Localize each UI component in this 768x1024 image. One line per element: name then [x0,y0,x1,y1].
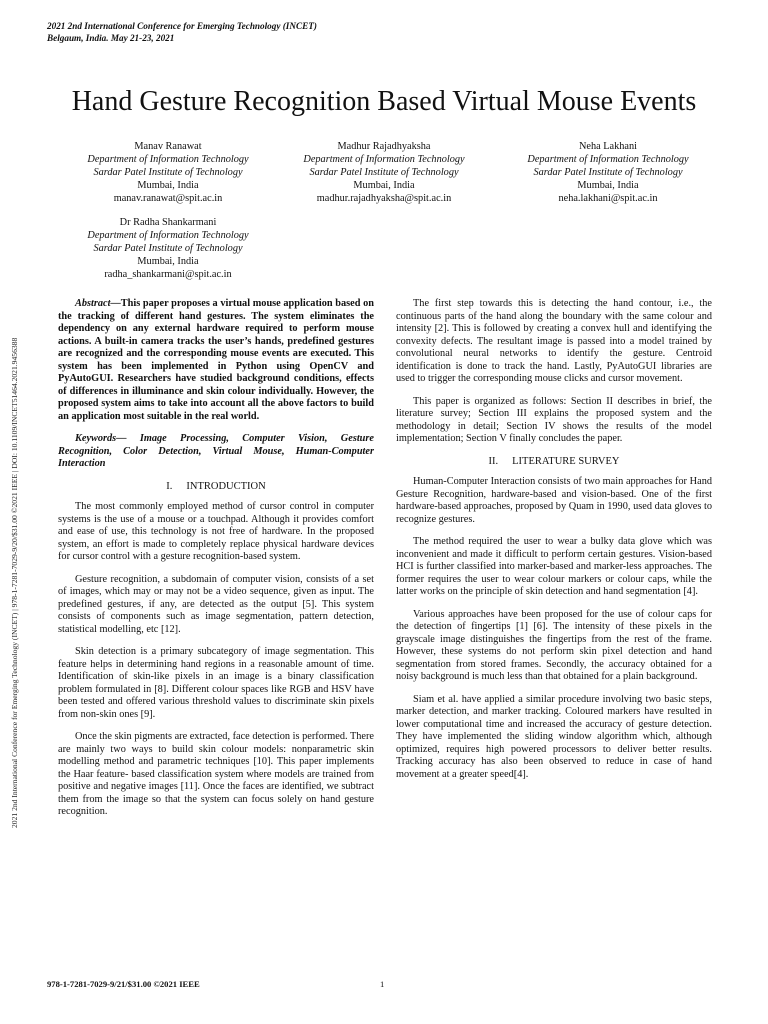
keywords [58,433,374,471]
author-email[interactable]: radha_shankarmani@spit.ac.in [104,269,232,280]
paragraph: Skin detection is a primary subcategory of image segmentation. This feature helps in determining hand regions in a reasonable amount of time. Identification of skin-like pixels in an image is a binary classification problem formulated in [8]. Different colour spaces like RGB and HSV have been tested and offered various threshold values to discriminate skin pixels from non-skin ones [9]. [58,646,374,720]
left-column [58,298,374,829]
author-dept: Department of Information Technology [303,154,465,165]
author-block-4 [48,216,288,281]
author-city: Mumbai, India [137,256,199,267]
author-dept: Department of Information Technology [87,230,249,241]
conference-header [47,20,317,44]
abstract-text: This paper proposes a virtual mouse application based on the tracking of different hand gestures. The system eliminates the dependency on any external hardware required to perform mouse actions. A built-in camera tracks the user’s hands, predefined gestures are recognized and the corresponding mouse events are executed. This system has been implemented in Python using OpenCV and PyAutoGUI. Researchers have studied background conditions, effects of differences in illuminance and skin colour individually. However, the proposed system aims to take into account all the above factors to build an application most suitable in the real world. [58,298,374,422]
author-dept: Department of Information Technology [87,154,249,165]
paragraph: Once the skin pigments are extracted, face detection is performed. There are mainly two ways to build skin colour models: nonparametric skin modelling method and parametric techniques [10]. This paper implements the Haar feature- based classification system where models are trained from positive and negative images [11]. Once the faces are identified, we subtract them from the image so that the system can focus solely on hand gesture recognition. [58,731,374,817]
right-column [396,298,712,791]
abstract-label: Abstract— [75,298,121,309]
author-institute: Sardar Patel Institute of Technology [309,167,459,178]
section-number: I. [166,480,173,492]
conference-location-date: Belgaum, India. May 21-23, 2021 [47,33,175,43]
doi-text: 2021 2nd International Conference for Emerging Technology (INCET) | 978-1-7281-7029-9/20/$31.00 ©2021 IEEE | DOI: 10.1109/INCET51464.2021.9456388 [10,337,19,828]
author-name: Dr Radha Shankarmani [119,217,217,228]
author-block-3 [488,140,728,205]
author-name: Madhur Rajadhyaksha [337,141,431,152]
author-block-1 [48,140,288,205]
abstract [58,298,374,423]
section-number: II. [488,455,499,467]
doi-side-strip [5,198,25,828]
paragraph: The most commonly employed method of cursor control in computer systems is the use of a mouse or a touchpad. Although it provides comfort and ease of use, this technology is not free of hardware. In the proposed system, an effort is made to completely replace physical hardware devices for cursor control with a gesture recognition-based system. [58,501,374,562]
section-title: LITERATURE SURVEY [512,455,620,467]
page-number: 1 [380,979,385,989]
author-city: Mumbai, India [577,180,639,191]
paragraph: Human-Computer Interaction consists of two main approaches for Hand Gesture Recognition, hardware-based and vision-based. One of the first hardware-based approaches, proposed by Quam in 1990, used data gloves to recognize gestures. [396,476,712,525]
author-city: Mumbai, India [137,180,199,191]
paragraph: Siam et al. have applied a similar procedure involving two basic steps, marker detection, and marker tracking. Coloured markers have resulted in lower computational time and increased the accuracy of gesture detection. They have implemented the sliding window algorithm which, although optimized, requires high powered processors to deliver better results. Tracking accuracy has also been observed to reduce in case of hand movement at a greater speed[4]. [396,693,712,780]
paragraph: The method required the user to wear a bulky data glove which was inconvenient and made it difficult to perform certain gestures. Vision-based HCI is further classified into marker-based and marker-less approaches. The former requires the user to wear colour markers or colour caps, while the latter works on the principle of skin detection and hand segmentation [4]. [396,536,712,597]
conference-name: 2021 2nd International Conference for Emerging Technology (INCET) [47,21,317,31]
author-institute: Sardar Patel Institute of Technology [533,167,683,178]
keywords-text: Image Processing, Computer Vision, Gesture Recognition, Color Detection, Virtual Mouse, Human-Computer Interaction [58,433,374,469]
paragraph: This paper is organized as follows: Section II describes in brief, the literature survey; Section III explains the proposed system and the methodology in detail; Section IV shows the results of the model implementation; Section V finally concludes the paper. [396,395,712,444]
author-institute: Sardar Patel Institute of Technology [93,167,243,178]
author-institute: Sardar Patel Institute of Technology [93,243,243,254]
section-heading-introduction [58,481,374,494]
author-block-2 [264,140,504,205]
footer-isbn: 978-1-7281-7029-9/21/$31.00 ©2021 IEEE [47,979,200,989]
author-dept: Department of Information Technology [527,154,689,165]
author-email[interactable]: manav.ranawat@spit.ac.in [113,193,223,204]
author-name: Manav Ranawat [134,141,202,152]
section-heading-literature-survey [396,456,712,469]
paragraph: Various approaches have been proposed for the use of colour caps for the detection of fingertips [1] [6]. The intensity of these pixels in the grayscale image distinguishes the fingertips from the rest of the frame. However, these systems do not perform skin pixel detection and hand segmentation from stored frames. Secondly, the accuracy obtained for a noisy background is much less than that obtained for a plain background. [396,608,712,682]
keywords-label: Keywords— [75,433,140,444]
author-name: Neha Lakhani [578,141,638,152]
section-title: INTRODUCTION [186,480,266,492]
author-city: Mumbai, India [353,180,415,191]
paper-title: Hand Gesture Recognition Based Virtual Mouse Events [71,85,697,117]
paragraph: The first step towards this is detecting the hand contour, i.e., the continuous parts of the hand along the boundary with the same colour and intensity [2]. This is followed by creating a convex hull and identifying the convexity defects. The resultant image is passed into a model trained by convolutional neural networks to identify the gesture. Centroid identification is done to track the hand. Lastly, PyAutoGUI libraries are used to trigger the corresponding mouse clicks and cursor movement. [396,298,712,384]
paragraph: Gesture recognition, a subdomain of computer vision, consists of a set of images, which may or may not be a video sequence, given as input. The predefined gestures, if any, are detected as the output [5]. This system consists of components such as image segmentation, pattern detection, statistical modelling, etc [12]. [58,573,374,635]
author-email[interactable]: neha.lakhani@spit.ac.in [558,193,658,204]
author-email[interactable]: madhur.rajadhyaksha@spit.ac.in [316,193,452,204]
